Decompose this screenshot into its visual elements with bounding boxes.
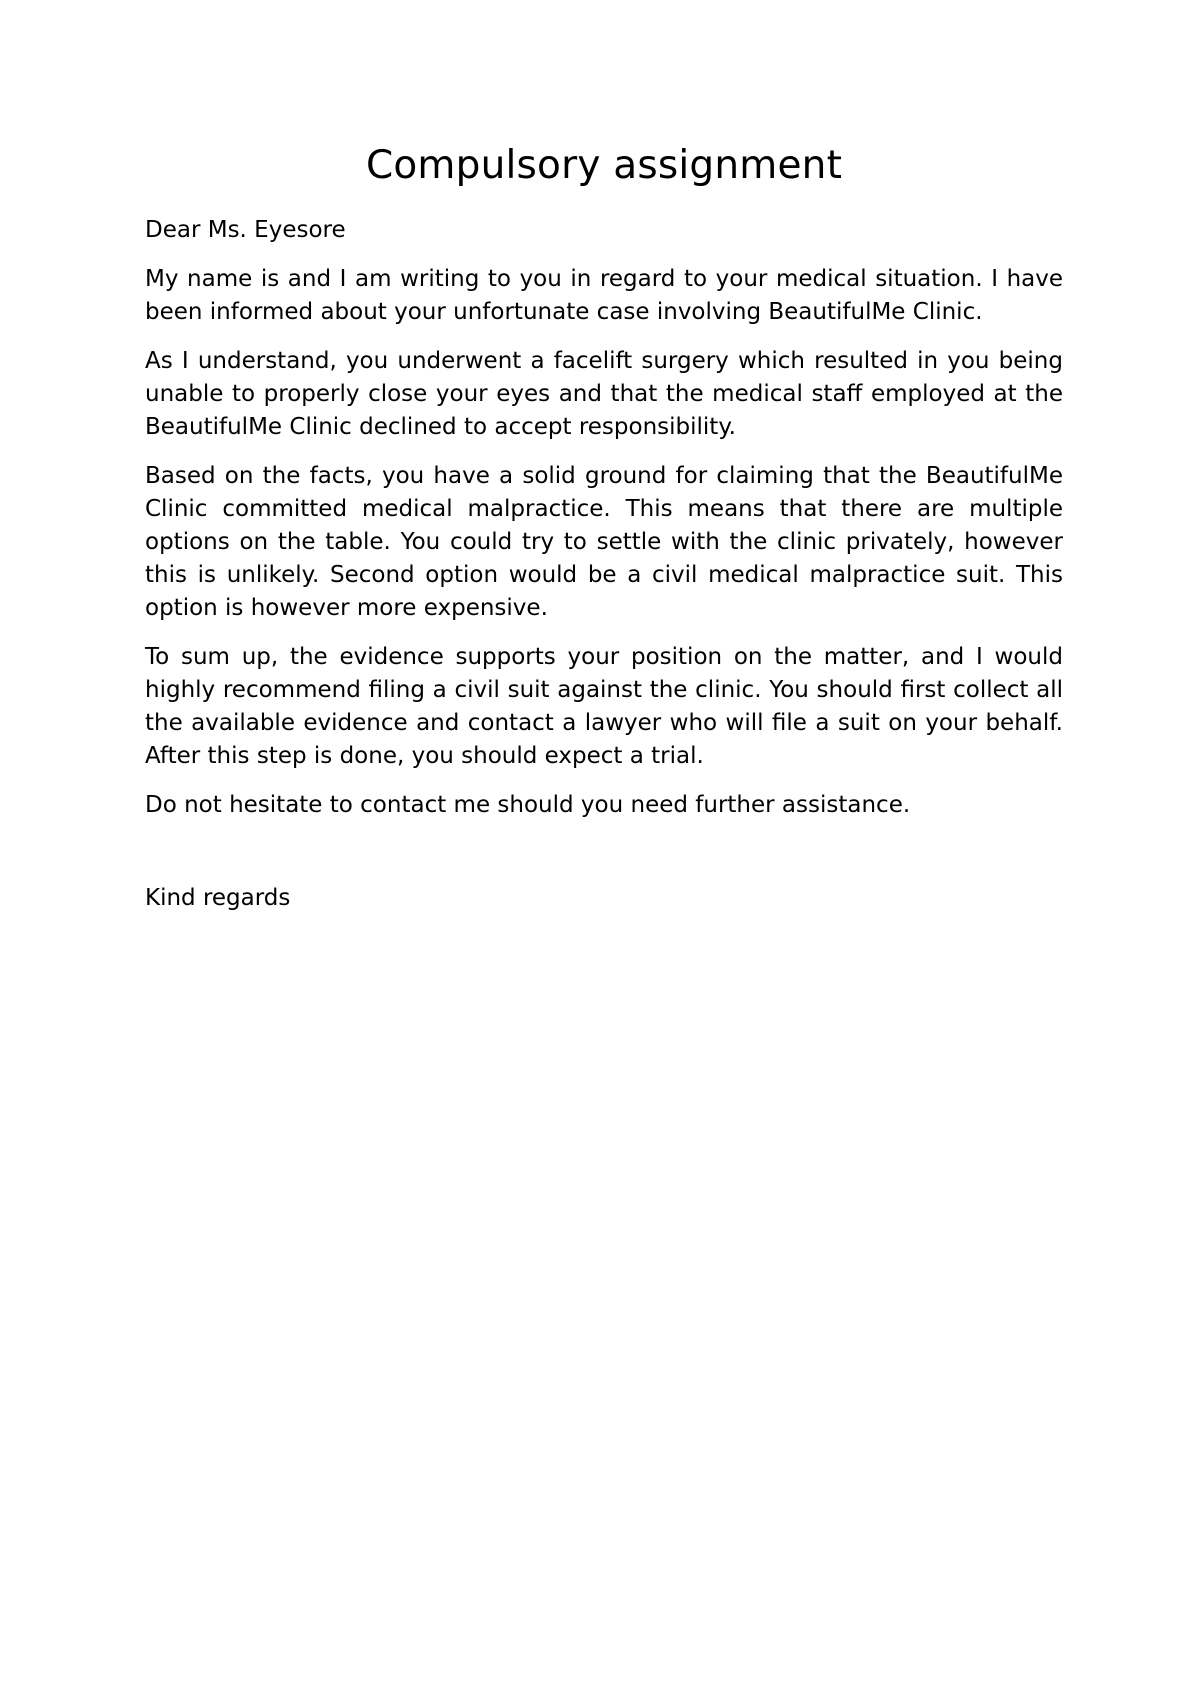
paragraph-options: Based on the facts, you have a solid ground for claiming that the BeautifulMe Clinic committed medical malpractice. This means that there are multiple options on the table. You could try to settle with the clinic privately, however this is unlikely. Second option would be a civil medical malpractice suit. This option is however more expensive.: [145, 463, 1063, 621]
document-body: [145, 140, 1063, 938]
closing: Kind regards: [145, 885, 291, 911]
paragraph-recommendation: To sum up, the evidence supports your position on the matter, and I would highly recommend filing a civil suit against the clinic. You should first collect all the available evidence and contact a lawyer who will file a suit on your behalf. After this step is done, you should expect a trial.: [145, 644, 1063, 769]
paragraph-contact: Do not hesitate to contact me should you need further assistance.: [145, 792, 911, 818]
paragraph-intro: My name is and I am writing to you in regard to your medical situation. I have been informed about your unfortunate case involving BeautifulMe Clinic.: [145, 266, 1063, 325]
document-title: Compulsory assignment: [365, 143, 843, 188]
paragraph-case-summary: As I understand, you underwent a facelift surgery which resulted in you being unable to properly close your eyes and that the medical staff employed at the BeautifulMe Clinic declined to accept responsibility.: [145, 348, 1063, 440]
salutation: Dear Ms. Eyesore: [145, 217, 346, 243]
